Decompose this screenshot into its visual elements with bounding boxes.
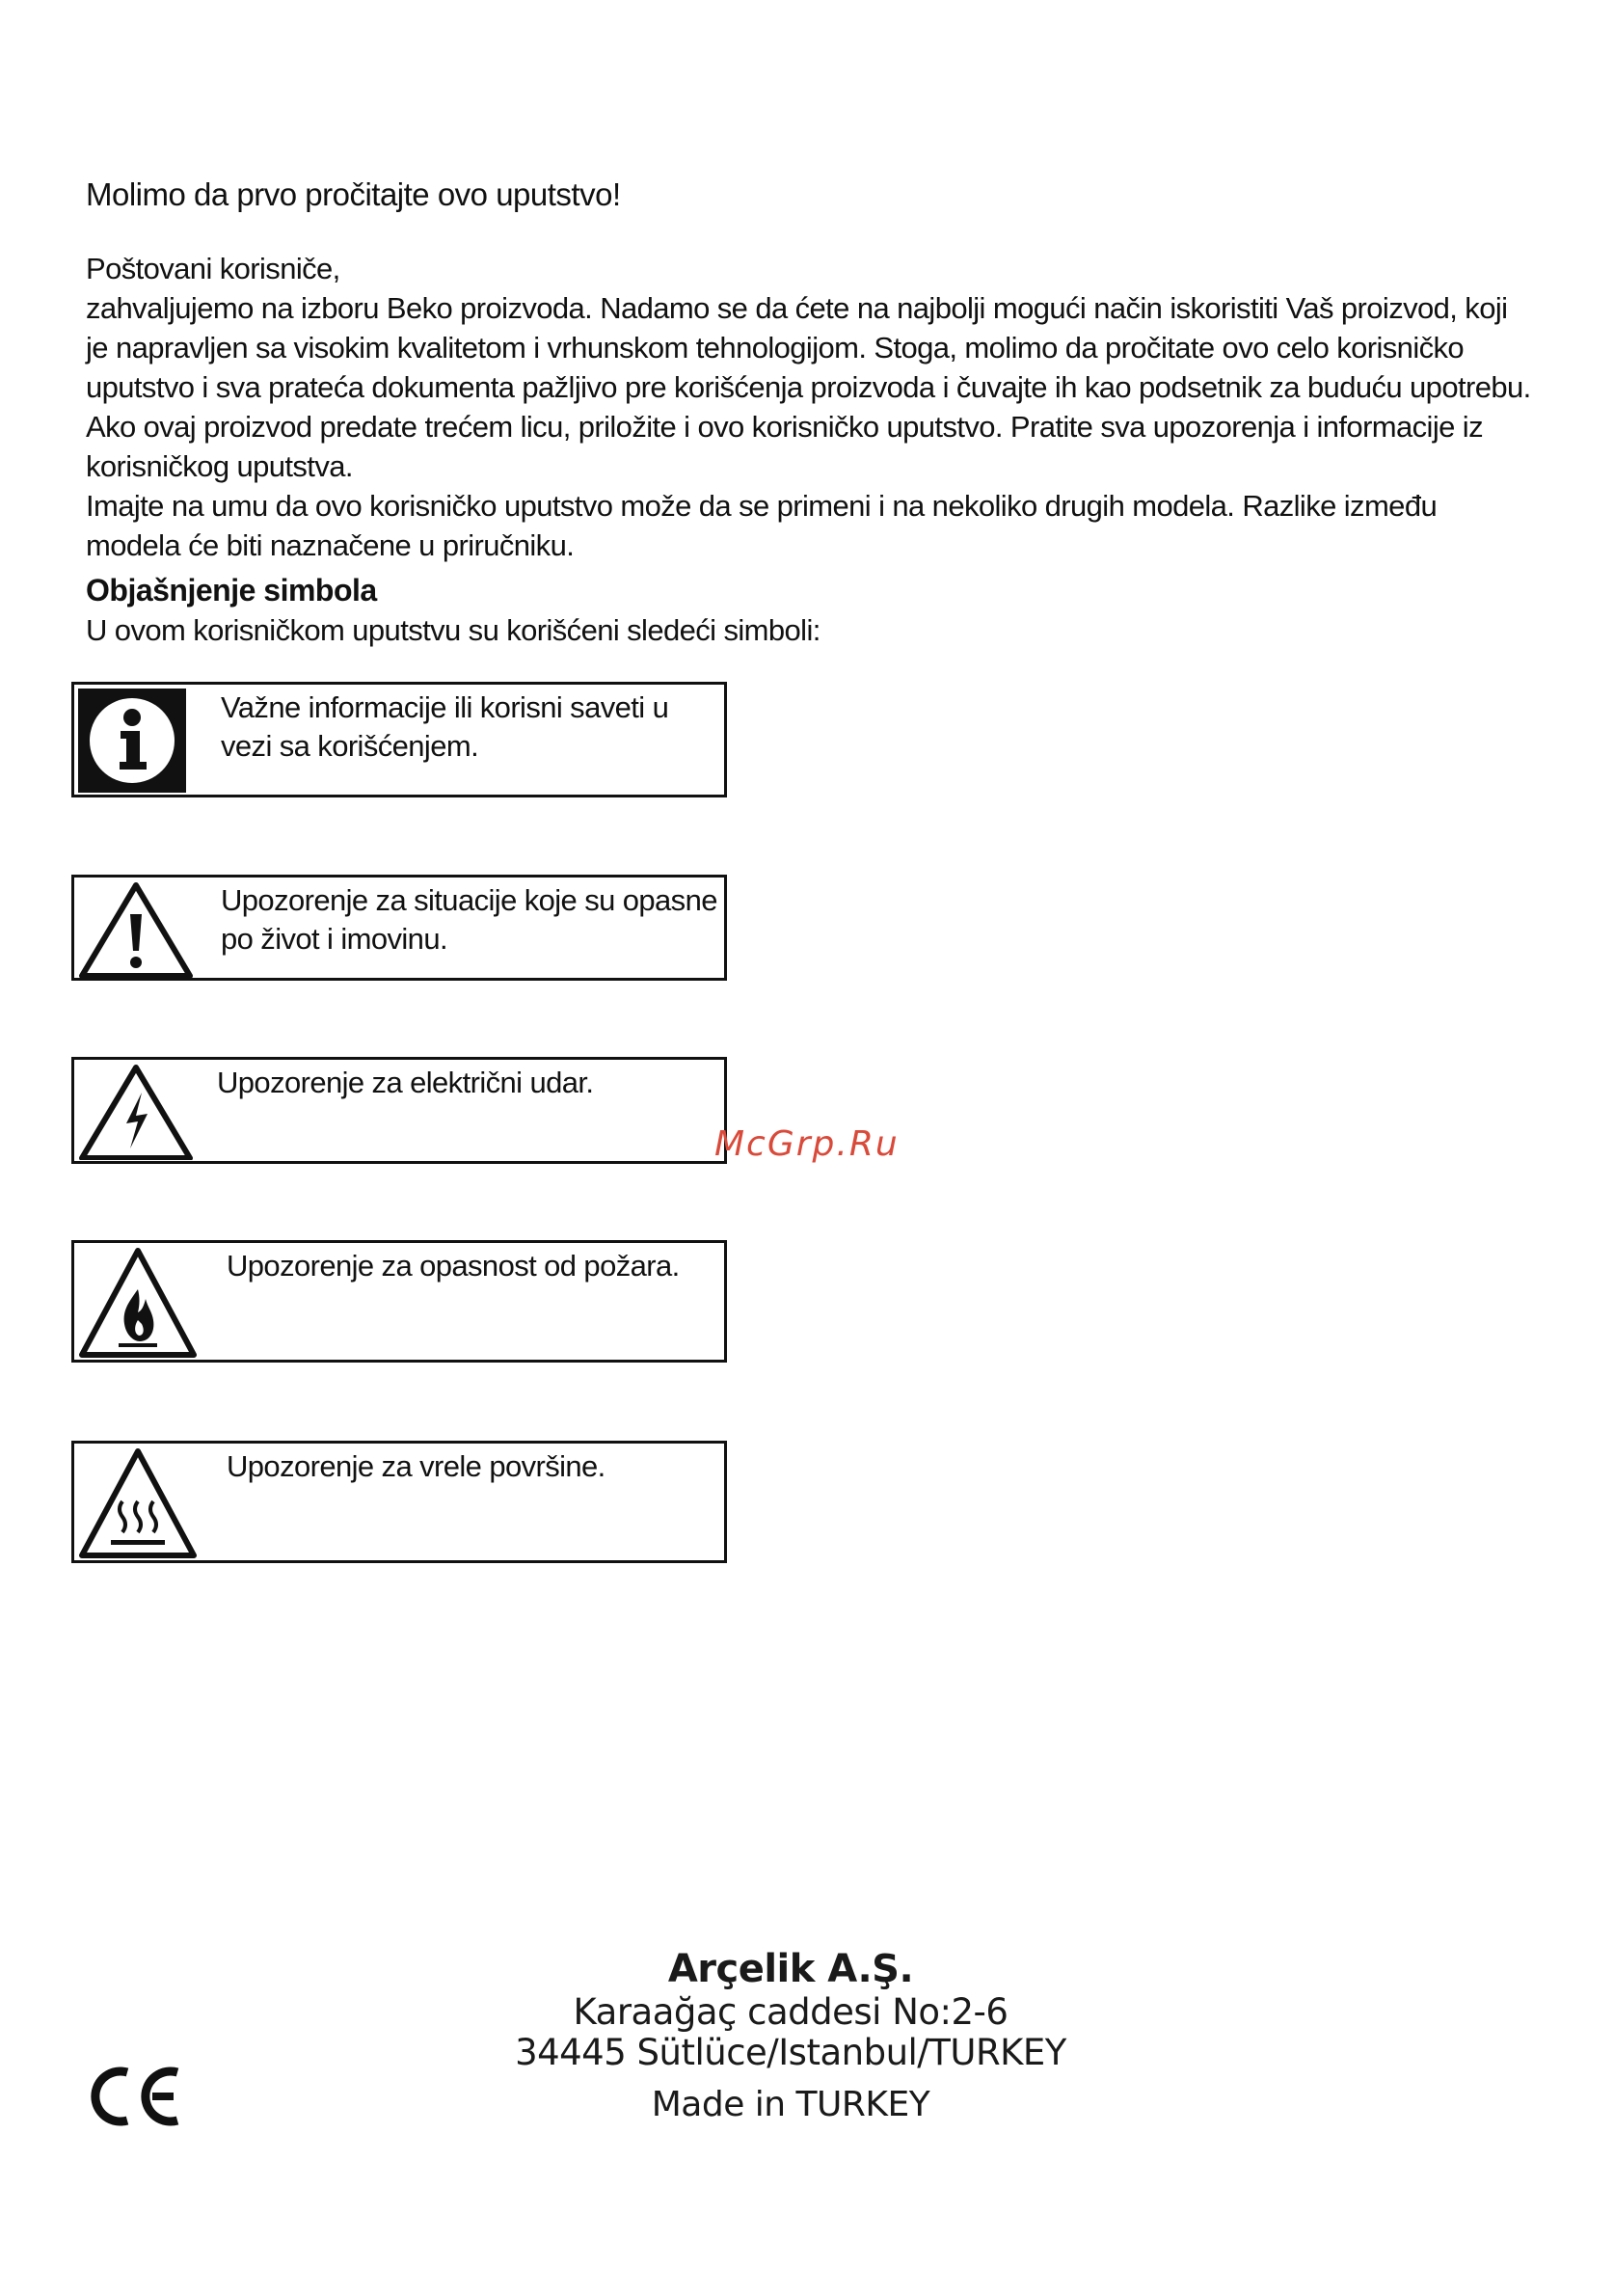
ce-mark-icon [83, 2063, 183, 2135]
symbol-text-warning: Upozorenje za situacije koje su opasne po život i imovinu. [221, 883, 717, 956]
watermark: McGrp.Ru [714, 1124, 900, 1164]
fire-hazard-icon [78, 1247, 198, 1364]
symbol-box-warning [71, 875, 727, 981]
info-icon [78, 689, 186, 797]
symbol-box-electric [71, 1057, 727, 1164]
symbol-box-info [71, 682, 727, 797]
symbol-box-fire [71, 1240, 727, 1363]
symbol-text-hot-surface: Upozorenje za vrele površine. [227, 1449, 605, 1483]
symbols-section-intro: U ovom korisničkom uputstvu su korišćeni sledeći simboli: [86, 613, 820, 647]
symbol-text-electric: Upozorenje za električni udar. [217, 1066, 594, 1099]
symbol-text-info: Važne informacije ili korisni saveti u vezi sa korišćenjem. [221, 690, 669, 763]
company-name: Arçelik A.Ş. [667, 1947, 914, 1991]
manufacturer-address [482, 1946, 1099, 2125]
intro-paragraph-2: Imajte na umu da ovo korisničko uputstvo može da se primeni i na nekoliko drugih modela. Razlike između modela će biti naznačene u priručniku. [86, 489, 1438, 562]
page-title: Molimo da prvo pročitajte ovo uputstvo! [86, 176, 621, 212]
greeting: Poštovani korisniče, [86, 252, 340, 285]
warning-exclamation-icon [78, 881, 194, 983]
symbol-text-fire: Upozorenje za opasnost od požara. [227, 1249, 680, 1283]
symbol-box-hot-surface [71, 1441, 727, 1563]
address-line-2: 34445 Sütlüce/Istanbul/TURKEY [515, 2032, 1066, 2073]
made-in-label: Made in TURKEY [651, 2085, 930, 2124]
intro-paragraph-1: zahvaljujemo na izboru Beko proizvoda. Nadamo se da ćete na najbolji mogući način iskoristiti Vaš proizvod, koji je napravljen sa visokim kvalitetom i vrhunskom tehnologijom. Stoga, molimo da pročitate ovo celo korisničko uputstvo i sva prateća dokumenta pažljivo pre korišćenja proizvoda i čuvajte ih kao podsetnik za buduću upotrebu. Ako ovaj proizvod predate trećem licu, priložite i ovo korisničko uputstvo. Pratite sva upozorenja i informacije iz korisničkog uputstva. [86, 291, 1531, 483]
address-line-1: Karaağaç caddesi No:2-6 [573, 1991, 1009, 2033]
symbols-section-title: Objašnjenje simbola [86, 573, 377, 608]
hot-surface-icon [78, 1447, 198, 1564]
electric-shock-icon [78, 1064, 194, 1165]
intro-text [86, 249, 1532, 565]
document-body [86, 176, 1532, 650]
